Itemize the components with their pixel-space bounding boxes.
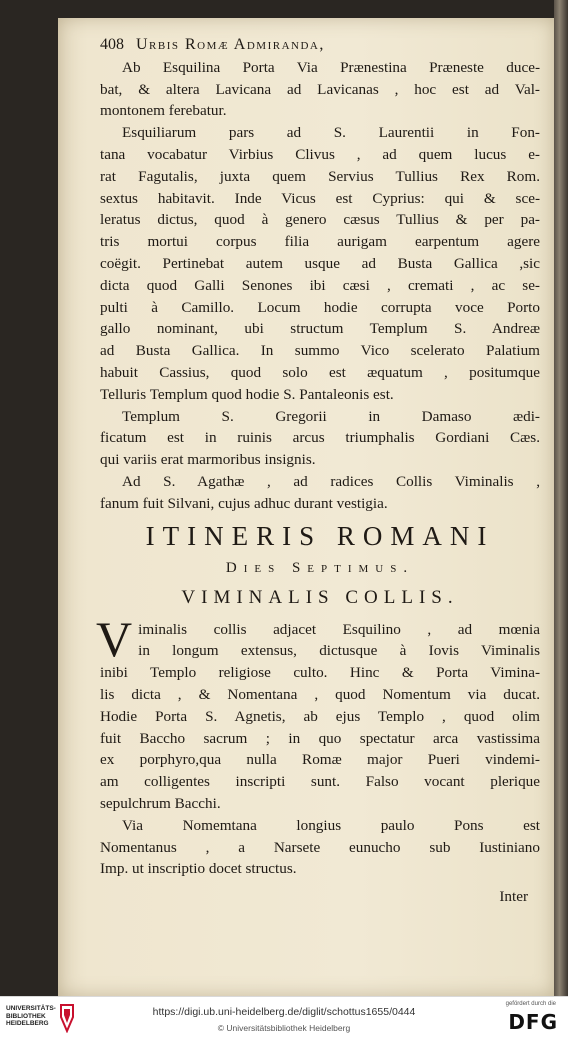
library-line: HEIDELBERG — [6, 1020, 49, 1028]
text-line: fanum fuit Silvani, cujus adhuc durant vestigia. — [100, 494, 388, 512]
text-line: Esquiliarum pars ad S. Laurentii in Fon- — [122, 124, 540, 142]
text-line: tana vocabatur Virbius Clivus , ad quem lucus e- — [100, 145, 540, 163]
text-line: coëgit. Pertinebat autem usque ad Busta Gallica ,sic — [100, 254, 540, 272]
library-line: BIBLIOTHEK — [6, 1012, 46, 1020]
funding-note: gefördert durch die — [505, 1001, 556, 1007]
text-line: leratus dictus, quod à genero cæsus Tullius & per pa- — [100, 211, 540, 229]
drop-cap: V — [96, 610, 133, 667]
text-line: Imp. ut inscriptio docet structus. — [100, 860, 297, 878]
text-line: fuit Baccho sacrum ; in quo spectatur arca vastissima — [100, 729, 540, 747]
library-line: UNIVERSITÄTS- — [6, 1005, 56, 1012]
text-line: iminalis collis adjacet Esquilino , ad mœnia — [138, 620, 540, 638]
section-title: ITINERIS ROMANI — [145, 520, 495, 551]
page-edge — [554, 0, 568, 996]
text-line: tris mortui corpus filia aurigam earpentum agere — [100, 233, 540, 251]
text-line: ad Busta Gallica. In summo Vico scelerato Palatium — [100, 342, 540, 360]
viminalis-paragraph — [96, 610, 540, 881]
dfg-logo: DFG — [508, 1010, 558, 1034]
text-line: Templum S. Gregorii in Damaso ædi- — [122, 407, 540, 425]
text-line: inibi Templo religiose culto. Hinc & Porta Vimina- — [100, 664, 540, 682]
permalink[interactable]: https://digi.ub.uni-heidelberg.de/diglit/schottus1655/0444 — [152, 1006, 416, 1018]
page-number: 408 — [100, 36, 124, 53]
page-text — [96, 34, 540, 908]
copyright: © Universitätsbibliothek Heidelberg — [217, 1023, 351, 1033]
text-line: sextus habitavit. Inde Vicus est Cyprius: qui & sce- — [100, 189, 540, 207]
text-line: lis dicta , & Nomentana , quod Nomentum via ducat. — [100, 685, 540, 703]
text-line: pulti à Camillo. Locum hodie corrupta voce Porto — [100, 298, 540, 316]
text-line: ex porphyro,qua nulla Romæ major Pueri vindemi- — [100, 751, 540, 769]
text-line: am colligentes inscripti sunt. Falso vocant plerique — [100, 773, 540, 791]
text-line: bat, & altera Lavicana ad Lavicanas , hoc est ad Val- — [100, 80, 540, 98]
text-line: Hodie Porta S. Agnetis, ab ejus Templo , quod olim — [100, 707, 540, 725]
running-head-title: Urbis Romæ Admiranda, — [136, 36, 325, 53]
text-line: Telluris Templum quod hodie S. Pantaleonis est. — [100, 385, 394, 403]
text-line: rat Fagutalis, juxta quem Servius Tullius Rex Rom. — [100, 167, 540, 185]
viewer-footer — [0, 996, 568, 1040]
text-line: montonem ferebatur. — [100, 102, 227, 120]
text-line: qui variis erat marmoribus insignis. — [100, 451, 316, 469]
hill-heading: VIMINALIS COLLIS. — [181, 586, 459, 608]
text-line: ficatum est in ruinis arcus triumphalis Gordiani Cæs. — [100, 429, 540, 447]
catchword: Inter — [499, 888, 528, 906]
text-line: dicta quod Galli Senones ibi cæsi , cremati , ac se- — [100, 276, 540, 294]
text-line: Via Nomemtana longius paulo Pons est — [122, 816, 540, 834]
text-line: sepulchrum Bacchi. — [100, 794, 221, 812]
text-line: gallo nominant, ubi structum Templum S. Andreæ — [100, 320, 540, 338]
text-line: Ad S. Agathæ , ad radices Collis Viminalis , — [122, 472, 540, 490]
text-line: habuit Cassius, quod solo est æquatum , positumque — [100, 363, 540, 381]
text-line: Nomentanus , a Narsete eunucho sub Iustiniano — [100, 838, 540, 856]
text-line: in longum extensus, dictusque à Iovis Viminalis — [138, 642, 540, 660]
text-line: Ab Esquilina Porta Via Prænestina Præneste duce- — [122, 58, 540, 76]
running-head — [100, 34, 540, 56]
day-heading: Dies Septimus. — [225, 559, 415, 576]
